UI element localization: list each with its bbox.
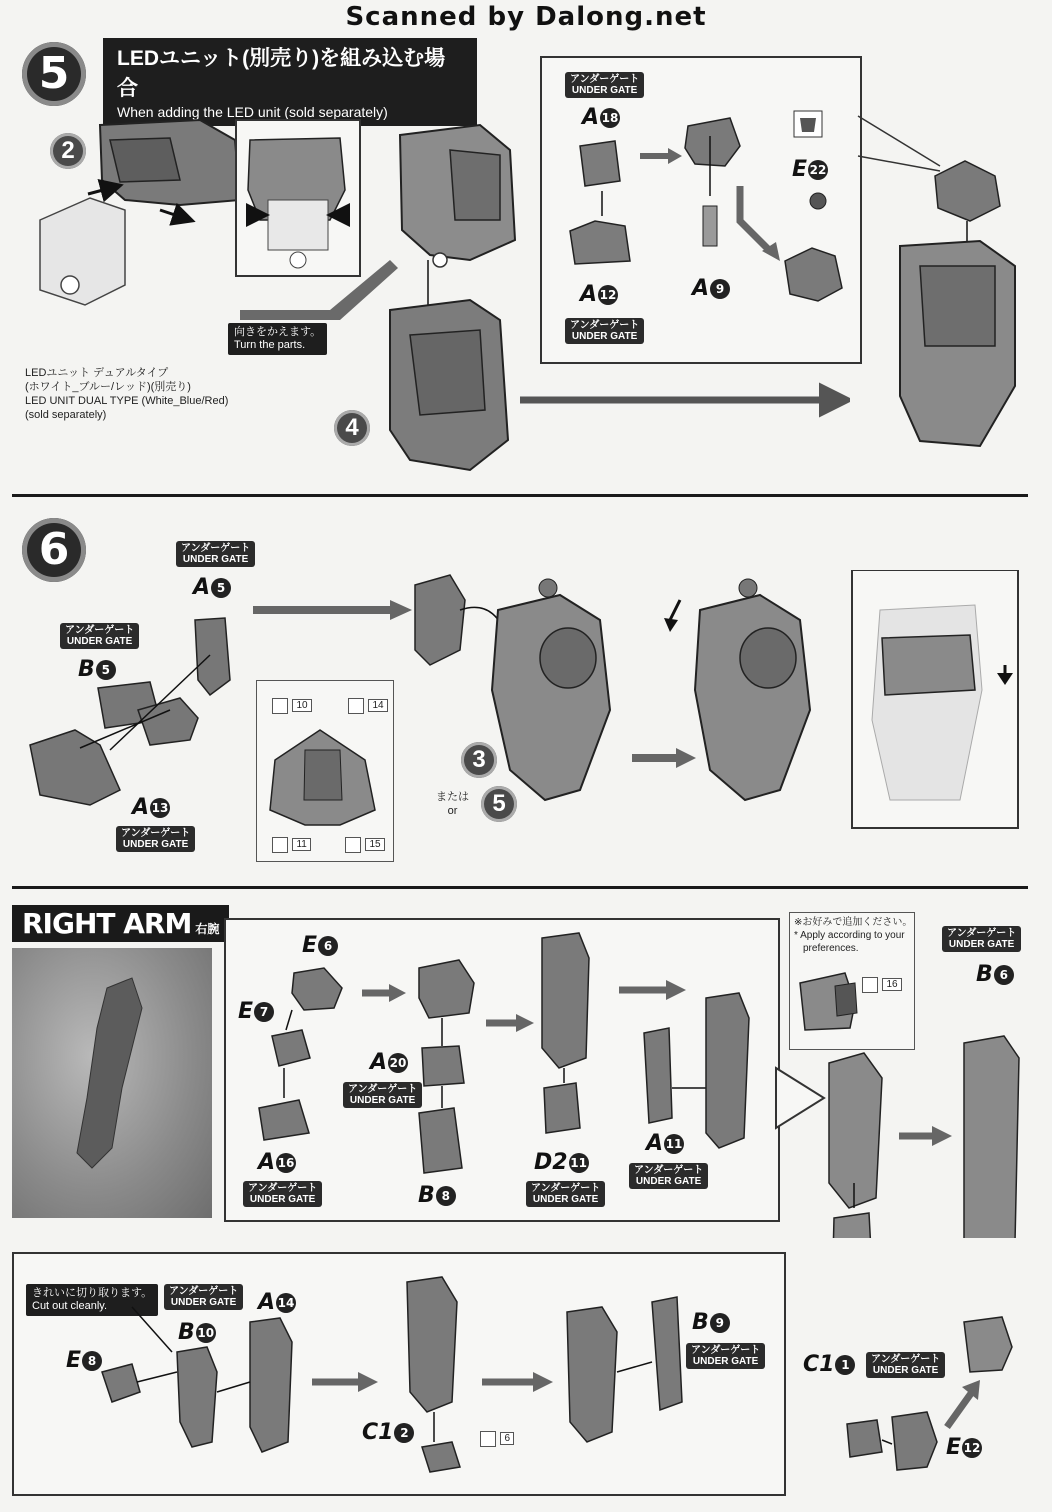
part-e6: E 6	[302, 933, 338, 958]
part-a16: A 16	[258, 1150, 295, 1175]
led-unit-jp-1: LEDユニット デュアルタイプ	[25, 367, 169, 379]
part-e22: E 22	[792, 157, 827, 182]
sticker-11: 11	[272, 836, 311, 854]
right-arm-step-illustration	[224, 918, 1044, 1238]
part-a9: A 9	[692, 276, 730, 301]
cut-cleanly-en: Cut out cleanly.	[32, 1300, 108, 1312]
turn-parts-jp: 向きをかえます。	[234, 326, 322, 338]
part-a20: A 20	[370, 1050, 407, 1075]
substep-2: 2	[50, 133, 86, 169]
or-en: or	[447, 805, 458, 817]
part-a5: A 5	[193, 575, 231, 600]
part-a11: A 11	[646, 1131, 683, 1156]
part-b8: B 8	[418, 1183, 456, 1208]
under-gate-jp: アンダーゲート	[570, 74, 640, 85]
sticker-6: 6	[480, 1430, 514, 1448]
right-arm-title	[12, 905, 229, 942]
preference-en-1: * Apply according to your	[794, 930, 905, 941]
or-label	[436, 790, 469, 818]
under-gate-tag-a20: アンダーゲート UNDER GATE	[343, 1082, 422, 1108]
preference-jp: ※お好みで追加ください。	[794, 917, 913, 928]
preference-note	[794, 916, 914, 955]
led-unit-en-2: (sold separately)	[25, 409, 107, 421]
sticker-10: 10	[272, 697, 312, 715]
under-gate-tag-b6: アンダーゲート UNDER GATE	[942, 926, 1021, 952]
led-unit-jp-2: (ホワイト_ブルー/レッド)(別売り)	[25, 381, 191, 393]
sticker-15: 15	[345, 836, 385, 854]
part-a13: A 13	[132, 795, 169, 820]
step-5-title-jp: LEDユニット(別売り)を組み込む場合	[117, 47, 446, 100]
under-gate-tag-d21: アンダーゲート UNDER GATE	[526, 1181, 605, 1207]
under-gate-tag-a5: アンダーゲート UNDER GATE	[176, 541, 255, 567]
turn-parts-note	[228, 323, 327, 355]
under-gate-tag-a11: アンダーゲート UNDER GATE	[629, 1163, 708, 1189]
step-5-title-en: When adding the LED unit (sold separately)	[117, 104, 388, 120]
step-5-number: 5	[22, 42, 86, 106]
under-gate-tag-b5: アンダーゲート UNDER GATE	[60, 623, 139, 649]
sticker-14: 14	[348, 697, 388, 715]
under-gate-tag-b9: アンダーゲート UNDER GATE	[686, 1343, 765, 1369]
step-5-inset-illustration	[540, 56, 1040, 456]
part-d21: D2 11	[534, 1150, 587, 1175]
under-gate-jp: アンダーゲート	[570, 320, 640, 331]
part-e12: E 12	[946, 1435, 981, 1460]
under-gate-tag-a16: アンダーゲート UNDER GATE	[243, 1181, 322, 1207]
part-c11: C1 1	[803, 1352, 855, 1377]
right-arm-title-jp: 右腕	[195, 922, 220, 936]
part-b5: B 5	[78, 657, 116, 682]
substep-4: 4	[334, 410, 370, 446]
section-divider-2	[12, 886, 1028, 889]
under-gate-en: UNDER GATE	[571, 331, 638, 342]
or-jp: または	[436, 791, 469, 803]
led-unit-en-1: LED UNIT DUAL TYPE (White_Blue/Red)	[25, 395, 229, 407]
part-a12: A 12	[580, 282, 617, 307]
part-b9: B 9	[692, 1310, 730, 1335]
sticker-inset-illustration	[260, 720, 388, 832]
preference-en-2: preferences.	[803, 943, 859, 954]
right-arm-lower-illustration	[12, 1252, 1042, 1502]
ref-step-3: 3	[461, 742, 497, 778]
watermark: Scanned by Dalong.net	[345, 2, 707, 32]
sticker-16: 16	[862, 976, 902, 994]
part-a14: A 14	[258, 1290, 295, 1315]
right-arm-title-en: RIGHT ARM	[22, 907, 192, 940]
cut-cleanly-jp: きれいに切り取ります。	[32, 1287, 153, 1299]
part-e7: E 7	[238, 999, 274, 1024]
step-6-number: 6	[22, 518, 86, 582]
under-gate-tag-b10: アンダーゲート UNDER GATE	[164, 1284, 243, 1310]
part-e8: E 8	[66, 1348, 102, 1373]
turn-parts-en: Turn the parts.	[234, 339, 306, 351]
right-arm-photo	[12, 948, 212, 1218]
under-gate-en: UNDER GATE	[571, 85, 638, 96]
under-gate-tag-a13: アンダーゲート UNDER GATE	[116, 826, 195, 852]
ref-step-5: 5	[481, 786, 517, 822]
part-b6: B 6	[976, 962, 1014, 987]
under-gate-tag-c11: アンダーゲート UNDER GATE	[866, 1352, 945, 1378]
part-c12: C1 2	[362, 1420, 414, 1445]
part-a18: A 18	[582, 105, 619, 130]
part-b10: B 10	[178, 1320, 215, 1345]
led-unit-note	[25, 366, 305, 422]
step-6-illustration	[20, 570, 1030, 870]
section-divider-1	[12, 494, 1028, 497]
